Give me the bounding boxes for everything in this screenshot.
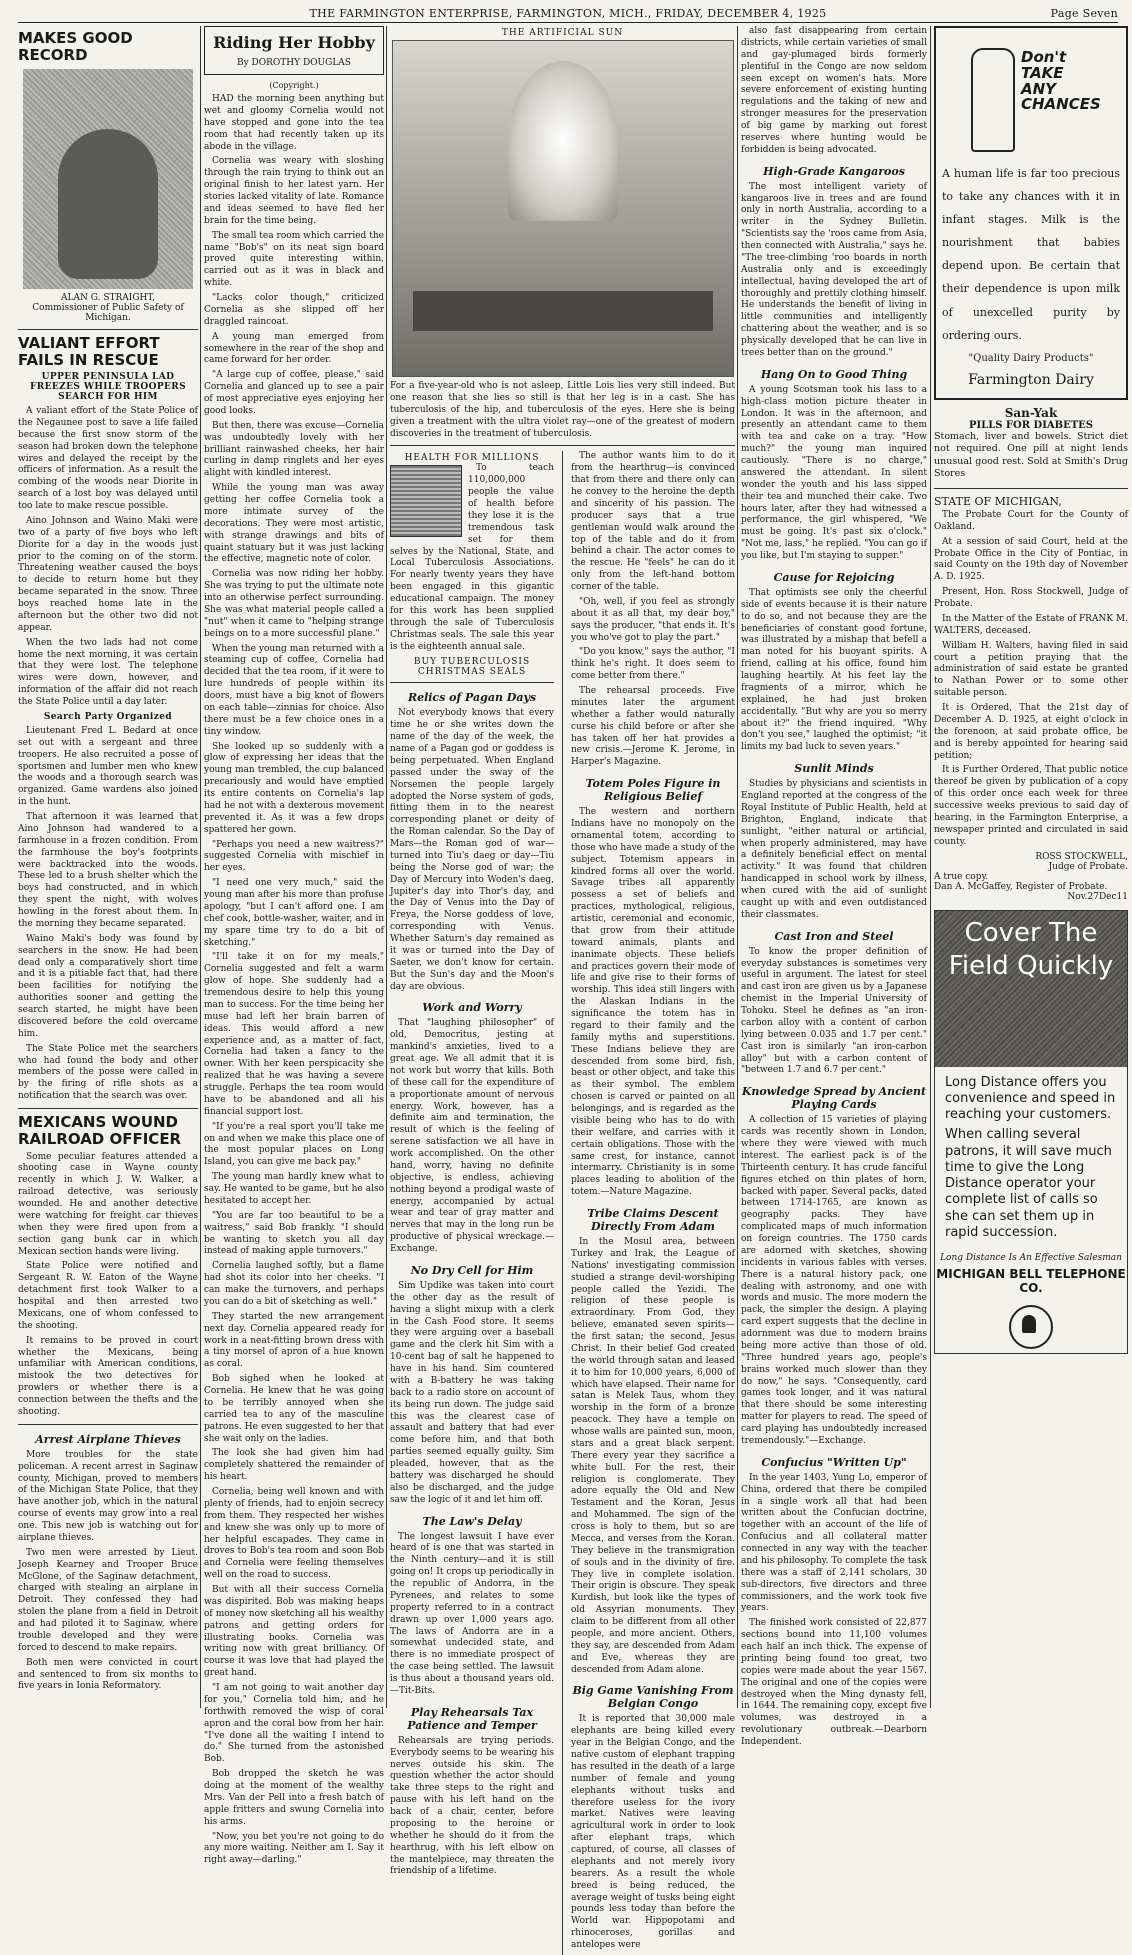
legal-register: Dan A. McGaffey, Register of Probate. bbox=[934, 881, 1108, 892]
article-paragraph: The longest lawsuit I have ever heard of is one that was started in the Ninth century—and it is still going on! It crops up periodically in the republic of Andorra, in the Pyrenees, and relates to some property referred to in a contract drawn up over 1,000 years ago. The laws of Andorra are in a somewhat undecided state, and there is no immediate prospect of the case being settled. The lawsuit is thus about a thousand years old.—Tit-Bits. bbox=[390, 1531, 555, 1696]
story-paragraph: But with all their success Cornelia was dispirited. Bob was making heaps of money now sketching all his wealthy patrons and getting orders for illustrating books. Cornelia was writing now with great brilliancy. Of course it was love that had played the great hand. bbox=[204, 1585, 384, 1679]
story-paragraph: They started the new arrangement next day. Cornelia appeared ready for work in a neat-fitting brown dress with a tiny morsel of apron of a hue known as coral. bbox=[204, 1311, 384, 1370]
dairy-ad bbox=[934, 26, 1128, 400]
headline-big-game: Big Game Vanishing From Belgian Congo bbox=[572, 1684, 734, 1711]
legal-signature: ROSS STOCKWELL, bbox=[1035, 851, 1128, 862]
headline-dry-cell: No Dry Cell for Him bbox=[410, 1263, 534, 1277]
column-2 bbox=[204, 26, 384, 1866]
san-yak-ad bbox=[934, 406, 1128, 489]
article-paragraph: Rehearsals are trying periods. Everybody seems to be wearing his nerves outside his skin. The question whether the actor should take three steps to the right and pause with his left hand on the back of a chair, center, before proposing to the heroine or whether he should do it from the hearthrug, with his left elbow on the mantelpiece, may threaten the friendship of a lifetime. bbox=[390, 1735, 555, 1877]
dairy-slogan: "Quality Dairy Products" bbox=[968, 352, 1094, 364]
article-paragraph: It is reported that 30,000 male elephants are being killed every year in the Belgian Congo, and the native custom of elephant trapping has resulted in the death of a large number of female and young elephants without tusks and therefore useless for the ivory market. Natives were leaving agricultural work in order to look after elephant traps, which captured, of course, all classes of elephants and not merely ivory bearers. As a result the whole breed is being reduced, the average weight of tusks being eight pounds less today than before the World war. Hippopotami and rhinoceroses, gorillas and antelopes were bbox=[570, 1714, 735, 1950]
article-paragraph: Studies by physicians and scientists in England reported at the congress of the Royal Institute of Public Health, held at Brighton, England, indicate that sunlight, "either natural or artificial, when properly administered, may have a definitely beneficial effect on mental activity." It was found that children handicapped in school work by illness, when cured with the aid of sunlight caught up with and even outdistanced their classmates. bbox=[741, 779, 927, 920]
ad-art-text: ANY bbox=[1021, 79, 1057, 98]
headline-sunlit-minds: Sunlit Minds bbox=[794, 762, 874, 776]
phone-ad-headline: Cover The Field Quickly bbox=[935, 911, 1127, 1067]
article-paragraph: The western and northern Indians have no monopoly on the ornamental totem, according to those who have made a study of the subject. Totemism appears in kindred forms all over the world. Savage tribes all apparently possess a set of beliefs and practices, mythological, religious, artistic, ceremonial and economic, that grow from their attitude toward animals, plants and inanimate objects. These beliefs and practices govern their mode of life and give rise to their forms of worship. This idea still lingers with the Alaskan Indians in the significance the totem has in regard to their family and the family myths and superstitions. These Indians believe they are descended from some bird, fish, beast or other object, and take this as their symbol. The emblem chosen is carved or painted on all belongings, and is regarded as the visible being who has to do with their welfare, and carries with it certain obligations. Those with the same crest, for instance, cannot intermarry. Christianity is in some places leading to abolition of the totem.—Nature Magazine. bbox=[570, 807, 735, 1198]
caption-title: Commissioner of Public Safety of Michigan. bbox=[32, 302, 184, 323]
headline-confucius: Confucius "Written Up" bbox=[761, 1455, 907, 1469]
legal-paragraph: William H. Walters, having filed in said court a petition praying that the administration of said estate be granted to Nathan Power or to some other suitable person. bbox=[934, 640, 1128, 699]
ad-art-text: Don't bbox=[1021, 48, 1067, 66]
article-paragraph: Aino Johnson and Waino Maki were two of a party of five boys who left Diorite for a day in the woods just prior to the coming on of the storm. Threatening weather caused the boys to decide to return home but they became separated in the snow. Three boys reached home late in the afternoon but the other two did not appear. bbox=[18, 515, 198, 633]
story-paragraph: The small tea room which carried the name "Bob's" on its neat sign board proved quite interesting within, carried out as it was in black and white. bbox=[204, 230, 384, 289]
page-number: Page Seven bbox=[1050, 7, 1118, 20]
article-paragraph: The rehearsal proceeds. Five minutes later the argument whether a father would naturally curse his child before or after she has taken off her hat provides a new crisis.—Jerome K. Jerome, in Harper's Magazine. bbox=[570, 686, 735, 768]
column-rule bbox=[386, 26, 387, 1708]
phone-ad-slogan: Long Distance Is An Effective Salesman bbox=[940, 1253, 1122, 1263]
phone-company: MICHIGAN BELL TELEPHONE CO. bbox=[936, 1267, 1126, 1295]
article-paragraph: Sim Updike was taken into court the other day as the result of having a slight mixup with a clerk in the Cash Food store. It seems they were arguing over a baseball game and the clerk hit Sim with a 10-cent bag of salt he happened to have in his hand. Sim countered with a B-battery he was taking back to a radio store on account of its being run down. The judge said this was the clearest case of assault and battery that had ever come before him, and that both parties seemed equally guilty. Sim pleaded, however, that as the battery was discharged he should also be discharged, and the judge saw the logic of it and let him off. bbox=[390, 1280, 555, 1505]
story-paragraph: "If you're a real sport you'll take me on and when we make this place one of the most popular places on Long Island, you can give me back pay." bbox=[204, 1121, 384, 1168]
portrait-photo bbox=[23, 69, 193, 289]
bell-logo-icon bbox=[1009, 1305, 1053, 1349]
story-paragraph: Cornelia was weary with sloshing through the rain trying to think out an original finish to her latest yarn. Her stories lacked vitality of late. Romance and ideas seemed to have fled her brain for the time being. bbox=[204, 156, 384, 226]
article-paragraph: A valiant effort of the State Police of the Negaunee post to save a life failed because the first snow storm of the season had broken down the telephone wires and delayed the receipt by the officers of information. As a result the combing of the woods near Diorite in search of a lost boy was delayed until too late to make rescue possible. bbox=[18, 406, 198, 511]
headline-kangaroos: High-Grade Kangaroos bbox=[763, 164, 905, 178]
article-paragraph: When the two lads had not come home the next morning, it was certain that they were lost. The telephone wires were down, however, and information of the affair did not reach the State Police until a day later. bbox=[18, 637, 198, 707]
story-paragraph: "Now, you bet you're not going to do any more waiting. Neither am I. Say it right away—darling." bbox=[204, 1831, 384, 1866]
phone-ad-text: Long Distance offers you convenience and speed in reaching your customers. bbox=[945, 1074, 1116, 1122]
legal-paragraph: Present, Hon. Ross Stockwell, Judge of Probate. bbox=[934, 587, 1128, 609]
headline-playing-cards: Knowledge Spread by Ancient Playing Cards bbox=[741, 1085, 927, 1112]
subhead-upper-peninsula: UPPER PENINSULA LAD FREEZES WHILE TROOPERS SEARCH FOR HIM bbox=[29, 372, 187, 402]
article-paragraph: A young Scotsman took his lass to a high-class motion picture theater in London. It was in the afternoon, and presently an attendant came to them with tea and cake on a tray. "How much?" the young man inquired cautiously. "There is no charge," answered the attendant. In silent wonder the youth and his lass sipped their tea and munched their cake. Two hours later, after they had witnessed a performance, the girl whispered, "We must be going. It's past six o'clock." "Not me, lass," he replied. "You can go if you like, but I'm staying to supper." bbox=[741, 384, 927, 561]
article-paragraph: That afternoon it was learned that Aino Johnson had wandered to a farmhouse in a frozen condition. From the farmhouse the boy's footprints were backtracked into the woods. These led to a brush shelter which the boys had constructed, and in which they spent the night, with wolves howling in the forest about them. In the morning they became separated. bbox=[18, 812, 198, 929]
headline-airplane-thieves: Arrest Airplane Thieves bbox=[35, 1432, 181, 1446]
telephone-ad bbox=[934, 910, 1128, 1355]
column-rule bbox=[737, 26, 738, 1708]
legal-paragraph: At a session of said Court, held at the Probate Office in the City of Pontiac, in said County on the 19th day of November A. D. 1925. bbox=[934, 536, 1128, 583]
headline-tribe-adam: Tribe Claims Descent Directly From Adam bbox=[587, 1207, 719, 1233]
article-paragraph: Some peculiar features attended a shooting case in Wayne county recently in which J. W. Walker, a railroad detective, was seriously wounded. He and another detective were watching for freight car thieves when they were fired upon from a section gang bunk car in which Mexican section hands were living. bbox=[18, 1151, 198, 1257]
copyright-notice: (Copyright.) bbox=[269, 81, 319, 90]
photo-title: THE ARTIFICIAL SUN bbox=[501, 28, 624, 38]
story-title-box bbox=[204, 26, 384, 75]
story-paragraph: "I'll take it on for my meals," Cornelia suggested and felt a warm glow of hope. She suddenly had a tremendous desire to help this young man to success. For the time being her muse had left her brain barren of ideas. This would afford a new experience and, as a matter of fact, Cornelia had taken a fancy to the owner. With her keen perspicacity she realized that he was having a severe struggle. Perhaps the tea room would have to be abandoned and all his financial support lost. bbox=[204, 952, 384, 1117]
headline-laws-delay: The Law's Delay bbox=[422, 1514, 522, 1528]
dairy-ad-text: A human life is far too precious to take any chances with it in infant stages. Milk is the nourishment that babies depend upon. Be certain that their dependence is upon milk of unexcelled purity by ordering ours. bbox=[942, 167, 1120, 342]
article-paragraph: Not everybody knows that every time he or she writes down the name of the day of the week, the name of a Pagan god or goddess is being perpetuated. When England passed under the sway of the Norsemen the people largely adopted the Norse system of gods, fitting them in to the nearest corresponding planet or deity of the Roman calendar. So the Day of Mars—the Roman god of war—turned into Tiu's daeg or day—Tiu being the Norse god of war; the Day of Mercury into Woden's daeg, Jupiter's day into Thor's day, and the Day of Venus into the Day of Freya, the Norse goddess of love, corresponding with Venus. Whether Saturn's day remained as it was or turned into the Day of Saeter, we don't know for certain. But the Sun's day and the Moon's day are obvious. bbox=[390, 708, 555, 992]
article-paragraph: "Do you know," says the author, "I think he's right. It does seem to come better from there." bbox=[570, 647, 735, 682]
story-byline: By DOROTHY DOUGLAS bbox=[237, 58, 351, 68]
article-paragraph: Lieutenant Fred L. Bedard at once set out with a sergeant and three troopers. He also recruited a posse of sportsmen and lumber men who knew the woods and a thorough search was organized. Game wardens also joined in the hunt. bbox=[18, 725, 198, 808]
article-paragraph: A collection of 15 varieties of playing cards was recently shown in London, where they were viewed with much interest. The earliest pack is of the Thirteenth century. It has crude fanciful figures etched on thin plates of horn, backed with paper. Several packs, dated between 1714-1765, are known as geography packs. They have complicated maps of much information on foreign countries. The 1750 cards are adorned with sketches, showing incidents in various fables with verses. There is a natural history pack, one dealing with astronomy, and one with words and music. The more modern the pack, the simpler the design. A playing card expert suggests that the decline in adornment was due to modern brains being more active than those of old. "Three hundred years ago, people's brains worked much slower than they do now," he says. "Consequently, card games took longer, and it was natural that there should be some interesting matter for players to read. The speed of card playing has undoubtedly increased tremendously."—Exchange. bbox=[741, 1115, 927, 1446]
story-paragraph: "Perhaps you need a new waitress?" suggested Cornelia with mischief in her eyes. bbox=[204, 839, 384, 874]
photo-caption bbox=[18, 293, 198, 323]
story-paragraph: Cornelia was now riding her hobby. She was trying to put the ultimate note into an otherwise perfect surrounding. She was what material people called a "nut" when it came to "helping strange beings on to a more successful plane." bbox=[204, 569, 384, 639]
san-yak-sub: PILLS FOR DIABETES bbox=[968, 419, 1094, 431]
phone-ad-text: When calling several patrons, it will save much time to give the Long Distance operator your complete list of calls so she can set them up in rapid succession. bbox=[945, 1127, 1112, 1240]
article-paragraph: To know the proper definition of everyday substances is sometimes very useful in argument. The latest for steel and cast iron are given us by a Japanese chemist in the Imperial University of Tohoku. Steel he defines as "an iron-carbon alloy with a content of carbon lying between 0.035 and 1.7 per cent." Cast iron is similarly "an iron-carbon alloy" but with a carbon content of "between 1.7 and 6.7 per cent." bbox=[741, 946, 927, 1076]
story-paragraph: "I am not going to wait another day for you," Cornelia told him, and he forthwith removed the wisp of coral apron and the coral bow from her hair. "I've done all the waiting I intend to do." She turned from the astonished Bob. bbox=[204, 1683, 384, 1765]
article-paragraph: The finished work consisted of 22,877 sections bound into 11,100 volumes each half an inch thick. The expense of printing being found too great, two copies were made about the year 1567. The original and one of the copies were destroyed when the Ming dynasty fell, in 1644. The remaining copy, except five volumes, was destroyed in a revolutionary outbreak.—Dearborn Independent. bbox=[741, 1618, 927, 1747]
health-title: HEALTH FOR MILLIONS bbox=[404, 453, 540, 464]
story-paragraph: HAD the morning been anything but wet and gloomy Cornelia would not have stopped and gone into the tea room that had recently taken up its abode in the village. bbox=[204, 94, 384, 152]
legal-date: Nov.27Dec11 bbox=[1067, 891, 1128, 902]
article-paragraph: Two men were arrested by Lieut. Joseph Kearney and Trooper Bruce McGlone, of the Saginaw detachment, charged with stealing an airplane in Detroit. They confessed they had stolen the plane from a field in Detroit and had piloted it to Saginaw, where trouble developed and they were forced to descend to make repairs. bbox=[18, 1547, 198, 1653]
story-paragraph: She looked up so suddenly with a glow of expressing her ideas that the young man trembled, the cup balanced precariously and would have emptied its entire contents on Cornelia's lap had he not with a dexterous movement prevented it. As it was a few drops spattered her gown. bbox=[204, 741, 384, 835]
story-paragraph: When the young man returned with a steaming cup of coffee, Cornelia had decided that the tea room, if it were to lure hundreds of people within its doors, must have a big knot of flowers on each table—zinnias for choice. Also there must be a few choice ones in a tiny window. bbox=[204, 643, 384, 737]
buy-seals-slogan: BUY TUBERCULOSIS CHRISTMAS SEALS bbox=[413, 657, 531, 678]
dairy-name: Farmington Dairy bbox=[968, 371, 1094, 388]
ad-art-text: CHANCES bbox=[1021, 95, 1101, 114]
story-paragraph: While the young man was away getting her coffee Cornelia took a more intimate survey of the decorations. They were most artistic, with strange drawings and bits of quaint statuary but it was just lacking the effective, magnetic note of color. bbox=[204, 483, 384, 565]
headline-cast-iron: Cast Iron and Steel bbox=[774, 929, 894, 943]
article-paragraph: also fast disappearing from certain districts, while certain varieties of small and gay-plumaged birds formerly plentiful in the Congo are now seldom seen except on women's hats. More severe enforcement of existing hunting regulations and the taking of new and stronger measures for the preservation of big game by marking out forest reserves where hunting would be forbidden is being advocated. bbox=[741, 26, 927, 155]
article-paragraph: The State Police met the searchers who had found the body and other members of the posse were called in by the firing of rifle shots as a notification that the search was over. bbox=[18, 1043, 198, 1102]
article-paragraph: More troubles for the state policeman. A recent arrest in Saginaw county, Michigan, proved to members of the Michigan State Police, that they have another job, which in the natural course of events may grow into a real one. This new job is watching out for airplane thieves. bbox=[18, 1449, 198, 1543]
caption-name: ALAN G. STRAIGHT, bbox=[61, 292, 155, 303]
ad-art-text: TAKE bbox=[1021, 63, 1064, 82]
legal-signature-title: Judge of Probate. bbox=[1048, 861, 1128, 872]
photo-caption: For a five-year-old who is not asleep, Little Lois lies very still indeed. But one reason that she lies so still is that her leg is in a cast. She has tuberculosis of the hip, and tuberculosis of the eyes. Here she is being given a treatment with the ultra violet ray—one of the greatest of modern discoveries in the treatment of tuberculosis. bbox=[390, 381, 735, 439]
article-paragraph: To teach 110,000,000 people the value of health before they lose it is the tremendous task set for them selves by the National, State, and Local Tuberculosis Associations. For nearly twenty years they have been engaged in this gigantic educational campaign. The money for this work has been supplied through the sale of Tuberculosis Christmas seals. The sale this year is the eighteenth annual sale. bbox=[390, 463, 555, 652]
san-yak-title: San-Yak bbox=[1004, 405, 1058, 420]
legal-paragraph: The Probate Court for the County of Oakland. bbox=[934, 509, 1128, 532]
milk-bottle-icon bbox=[971, 48, 1015, 152]
headline-work-worry: Work and Worry bbox=[422, 1001, 522, 1015]
probate-notice bbox=[934, 495, 1128, 902]
story-paragraph: "Lacks color though," criticized Cornelia as she slipped off her draggled raincoat. bbox=[204, 293, 384, 327]
story-paragraph: Cornelia, being well known and with plenty of friends, had to enjoin secrecy from them. They respected her wishes and knew she was only up to more of her helpful escapades. They came in droves to Bob's tea room and soon Bob and Cornelia were feeling themselves well on the road to success. bbox=[204, 1487, 384, 1581]
milk-bottle-illustration bbox=[961, 38, 1101, 158]
masthead bbox=[18, 6, 1118, 23]
column-4 bbox=[741, 26, 927, 1747]
headline-totem-poles: Totem Poles Figure in Religious Belief bbox=[585, 777, 721, 804]
story-paragraph: The young man hardly knew what to say. He wanted to be game, but he also hesitated to accept her. bbox=[204, 1172, 384, 1206]
sub-column-left bbox=[390, 451, 554, 1955]
headline-hang-on: Hang On to Good Thing bbox=[760, 367, 908, 381]
san-yak-text: Stomach, liver and bowels. Strict diet not required. One pill at night lends unusual good rest. Sold at Smith's Drug Stores bbox=[934, 430, 1128, 480]
article-paragraph: That optimists see only the cheerful side of events because it is their nature to do so, and not because they are the beneficiaries of constant good fortune, was illustrated by a mishap that befell a man noted for his buoyant spirits. A friend, calling at his office, found him laughing heartily. At his feet lay the fragments of a mirror, which he explained, he had just broken accidentally. "But why are you so merry about it?" the friend inquired. "Why don't you see," laughed the optimist; "it limits my bad luck to seven years." bbox=[741, 587, 927, 753]
article-paragraph: The author wants him to do it from the hearthrug—is convinced that from there and there only can he convey to the heroine the depth and sincerity of his passion. The producer says that a true gentleman would walk around the top of the table and do it from behind a chair. The actor comes to the rescue. He "feels" he can do it only from the left-hand bottom corner of the table. bbox=[570, 451, 735, 592]
sub-column-right bbox=[571, 451, 735, 1955]
article-paragraph: In the Mosul area, between Turkey and Irak, the League of Nations' investigating commission studied a strange devil-worshiping people called the Yezidi. The religion of these people is extraordinary. From God, they believe, emanated seven spirits—the first satan; the second, Jesus Christ. In their belief God created the world through satan and leased it to him for 10,000 years, 6,000 of which have elapsed. Their name for satan is Melek Taus, whom they worship in the form of a bronze peacock. They have a temple on whose walls are painted sun, moon, stars and a great black serpent. There every year they sacrifice a white bull. For the rest, their religion is conglomerate. They adore equally the Old and New Testament and the Koran, Jesus and Mohammed. The sign of the cross is holy to them, but so are Mecca, and verses from the Koran. They believe in the transmigration of souls and in the divinity of fire. They live in complete isolation. Their origin is obscure. They speak Kurdish, but look like the types of old Assyrian monuments. They claim to be different from all other people, and more ancient. Others, they say, are descended from Adam and Eve, whereas they are descended from Adam alone. bbox=[570, 1237, 735, 1675]
headline-relics: Relics of Pagan Days bbox=[407, 691, 537, 705]
story-paragraph: Bob dropped the sketch he was doing at the moment of the wealthy Mrs. Van der Pell into a fresh batch of apple fritters and swung Cornelia into his arms. bbox=[204, 1769, 384, 1827]
headline-mexicans-wound: MEXICANS WOUND RAILROAD OFFICER bbox=[18, 1113, 182, 1149]
article-paragraph: That "laughing philosopher" of old, Democritus, jesting at mankind's anxieties, lived to a great age. We all admit that it is not work but worry that kills. Both of these call for the expenditure of a proportionate amount of nervous energy. Work, however, has a definite aim and termination, the result of which is the feeling of serene satisfaction we all have in work accomplished. On the other hand, worry, having no definite objective, is endless, achieving nothing beyond a prodigal waste of energy, accompanied by actual wear and tear of gray matter and nerves that may in the long run be productive of physical wreckage.—Exchange. bbox=[390, 1018, 555, 1254]
article-paragraph: State Police were notified and Sergeant R. W. Eaton of the Wayne detachment first took Walker to a hospital and then arrested two Mexicans, one of whom confessed to the shooting. bbox=[18, 1261, 198, 1331]
column-rule bbox=[930, 26, 931, 1708]
legal-head: STATE OF MICHIGAN, bbox=[934, 494, 1062, 508]
story-paragraph: "You are far too beautiful to be a waitress," said Bob frankly. "I should be wanting to sketch you all day instead of making apple turnovers." bbox=[204, 1210, 384, 1257]
masthead-title: THE FARMINGTON ENTERPRISE, FARMINGTON, MICH., FRIDAY, DECEMBER 4, 1925 bbox=[309, 7, 827, 20]
article-paragraph: It remains to be proved in court whether the Mexicans, being unfamiliar with American conditions, mistook the two detectives for prowlers or whether there is a connection between the thefts and the shooting. bbox=[18, 1335, 198, 1417]
article-paragraph: In the year 1403, Yung Lo, emperor of China, ordered that there be compiled in a single work all that had been written about the Confucian doctrine, together with an account of the life of Confucius and all collateral matter connected in any way with the teacher and his philosophy. To complete the task there was a staff of 2,141 scholars, 30 sub-directors, five directors and three commissioners, and the work took five years. bbox=[741, 1472, 927, 1614]
column-3 bbox=[390, 26, 735, 1950]
story-paragraph: The look she had given him had completely shattered the remainder of his heart. bbox=[204, 1448, 384, 1483]
story-paragraph: A young man emerged from somewhere in the rear of the shop and came forward for her order. bbox=[204, 331, 384, 366]
article-paragraph: The most intelligent variety of kangaroos live in trees and are found only in north Australia, according to a writer in the Sydney Bulletin. "Scientists say the 'roos came from Asia, then connected with Australia," says he. "The tree-climbing 'roo boards in north Australia only and is exceedingly intellectual, having developed the art of thoroughly and prettily clothing himself. He understands the benefit of living in little communities and intelligently chattering about the weather, and is so physically developed that he can live in trees better than on the ground." bbox=[741, 181, 927, 358]
legal-paragraph: In the Matter of the Estate of FRANK M. WALTERS, deceased. bbox=[934, 613, 1128, 636]
legal-paragraph: It is Ordered, That the 21st day of December A. D. 1925, at eight o'clock in the forenoon, at said probate office, be and is hereby appointed for hearing said petition; bbox=[934, 703, 1128, 761]
story-paragraph: "I need one very much," said the young man after his more than profuse apology, "but I can't afford one. I am chef cook, bottle-washer, waiter, and in my spare time try to do a bit of sketching." bbox=[204, 878, 384, 948]
story-paragraph: "A large cup of coffee, please," said Cornelia and glanced up to see a pair of most appreciative eyes enjoying her good looks. bbox=[204, 370, 384, 416]
subhead-search-party: Search Party Organized bbox=[43, 711, 173, 722]
headline-valiant-effort: VALIANT EFFORT FAILS IN RESCUE bbox=[18, 333, 160, 369]
headline-rejoicing: Cause for Rejoicing bbox=[773, 570, 895, 584]
article-paragraph: Both men were convicted in court and sentenced to from six months to five years in Ionia Reformatory. bbox=[18, 1657, 198, 1692]
story-paragraph: Cornelia laughed softly, but a flame had shot its color into her cheeks. "I can make the turnovers, and perhaps you can do a bit of sketching as well." bbox=[204, 1261, 384, 1307]
headline-makes-good-record: MAKES GOOD RECORD bbox=[18, 29, 133, 65]
legal-copy: A true copy. bbox=[934, 871, 989, 882]
column-5 bbox=[934, 26, 1128, 1708]
legal-paragraph: It is Further Ordered, That public notice thereof be given by publication of a copy of this order once each week for three successive weeks previous to said day of hearing, in the Farmington Enterprise, a newspaper printed and circulated in said county. bbox=[934, 765, 1128, 847]
artificial-sun-photo bbox=[392, 40, 734, 377]
headline-play-rehearsals: Play Rehearsals Tax Patience and Temper bbox=[407, 1705, 537, 1732]
article-paragraph: "Oh, well, if you feel as strongly about it as all that, my dear boy," says the producer, "that ends it. It's you who've got to play the part." bbox=[570, 596, 735, 643]
story-paragraph: But then, there was excuse—Cornelia was undoubtedly lovely with her brilliant rainwashed cheeks, her hair curling in damp ringlets and her eyes alight with kindled interest. bbox=[204, 420, 384, 479]
column-rule bbox=[200, 26, 201, 1708]
column-1 bbox=[18, 26, 198, 1708]
story-paragraph: Bob sighed when he looked at Cornelia. He knew that he was going to be terribly annoyed when she carried tea to any of the masculine patrons. He even suggested to her that she wait only on the ladies. bbox=[204, 1374, 384, 1444]
story-title: Riding Her Hobby bbox=[213, 33, 375, 52]
christmas-seal-image bbox=[390, 465, 462, 537]
article-paragraph: Waino Maki's body was found by searchers in the snow. He had been dead only a comparatively short time and it is a pitiable fact that, had there been facilities for notifying the authorities sooner and getting the search started, he might have been discovered before the cold overcame him. bbox=[18, 933, 198, 1039]
